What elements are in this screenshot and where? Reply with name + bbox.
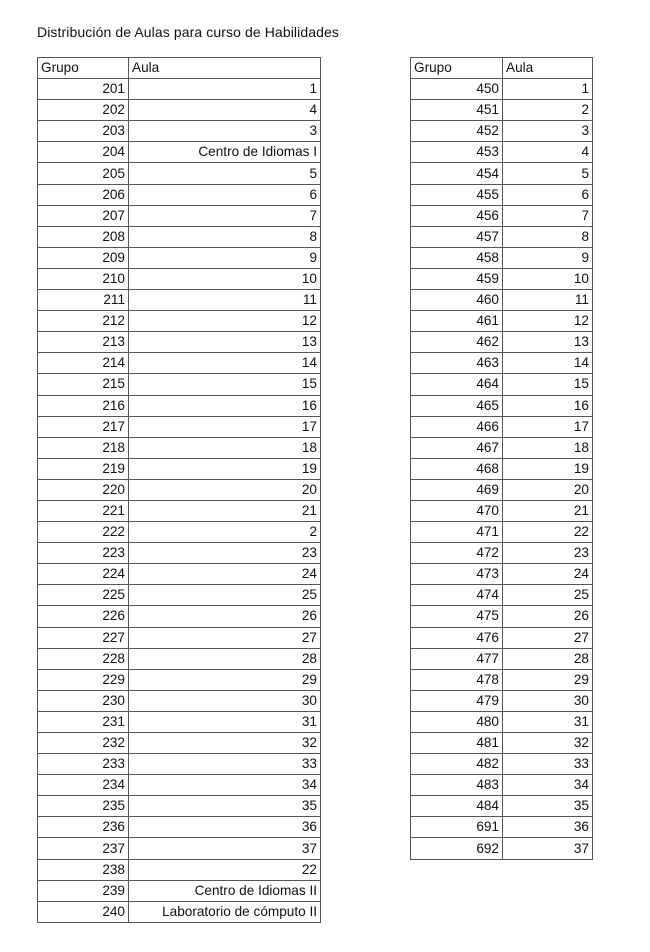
aula-cell: 35 (129, 796, 321, 817)
table-row (38, 268, 321, 289)
grupo-cell: 692 (411, 838, 503, 859)
aula-cell: 2 (129, 522, 321, 543)
aula-cell: 29 (129, 669, 321, 690)
table-row (411, 754, 593, 775)
grupo-cell: 453 (411, 142, 503, 163)
aula-cell: 4 (503, 142, 593, 163)
table-row (38, 416, 321, 437)
grupo-cell: 459 (411, 268, 503, 289)
table-row (38, 522, 321, 543)
grupo-cell: 482 (411, 754, 503, 775)
grupo-cell: 479 (411, 690, 503, 711)
grupo-cell: 232 (38, 733, 129, 754)
page-title: Distribución de Aulas para curso de Habilidades (37, 24, 339, 40)
aula-cell: 1 (503, 79, 593, 100)
table-header-row (38, 58, 321, 79)
grupo-cell: 205 (38, 163, 129, 184)
table-row (411, 817, 593, 838)
aula-cell: Laboratorio de cómputo II (129, 901, 321, 922)
table-row (38, 648, 321, 669)
aula-cell: 12 (129, 311, 321, 332)
table-row (411, 543, 593, 564)
grupo-cell: 691 (411, 817, 503, 838)
table-row (411, 458, 593, 479)
aula-cell: 13 (503, 332, 593, 353)
table-row (38, 290, 321, 311)
aula-cell: 3 (129, 121, 321, 142)
grupo-cell: 464 (411, 374, 503, 395)
table-row (38, 121, 321, 142)
table-row (38, 479, 321, 500)
table-row (411, 500, 593, 521)
table-row (411, 838, 593, 859)
table-row (38, 163, 321, 184)
aula-cell: 27 (129, 627, 321, 648)
aula-cell: 16 (503, 395, 593, 416)
grupo-cell: 237 (38, 838, 129, 859)
table-row (38, 353, 321, 374)
aula-cell: 13 (129, 332, 321, 353)
aula-cell: 6 (503, 184, 593, 205)
grupo-cell: 207 (38, 205, 129, 226)
aula-cell: 29 (503, 669, 593, 690)
table-row (38, 627, 321, 648)
aula-cell: 34 (503, 775, 593, 796)
aula-cell: 10 (503, 268, 593, 289)
aula-cell: 24 (503, 564, 593, 585)
aula-cell: 25 (129, 585, 321, 606)
grupo-cell: 473 (411, 564, 503, 585)
table-row (411, 311, 593, 332)
table-row (411, 437, 593, 458)
table-row (411, 332, 593, 353)
table-row (38, 395, 321, 416)
grupo-cell: 230 (38, 690, 129, 711)
grupo-cell: 201 (38, 79, 129, 100)
aula-cell: Centro de Idiomas II (129, 880, 321, 901)
table-row (38, 543, 321, 564)
aula-cell: 5 (129, 163, 321, 184)
grupo-cell: 227 (38, 627, 129, 648)
aula-cell: 7 (129, 205, 321, 226)
grupo-cell: 225 (38, 585, 129, 606)
table-row (38, 564, 321, 585)
table-header-row (411, 58, 593, 79)
aula-cell: 36 (129, 817, 321, 838)
grupo-cell: 211 (38, 290, 129, 311)
aula-cell: 15 (503, 374, 593, 395)
grupo-cell: 457 (411, 226, 503, 247)
aula-cell: 17 (129, 416, 321, 437)
aula-cell: 34 (129, 775, 321, 796)
grupo-cell: 210 (38, 268, 129, 289)
grupo-cell: 477 (411, 648, 503, 669)
aula-cell: 3 (503, 121, 593, 142)
aula-cell: 37 (129, 838, 321, 859)
aula-cell: Centro de Idiomas I (129, 142, 321, 163)
grupo-cell: 223 (38, 543, 129, 564)
table-row (38, 585, 321, 606)
aula-cell: 17 (503, 416, 593, 437)
grupo-cell: 202 (38, 100, 129, 121)
grupo-cell: 478 (411, 669, 503, 690)
grupo-cell: 209 (38, 247, 129, 268)
aula-cell: 5 (503, 163, 593, 184)
aula-cell: 32 (129, 733, 321, 754)
aula-cell: 26 (503, 606, 593, 627)
table-row (38, 817, 321, 838)
aula-cell: 35 (503, 796, 593, 817)
table-row (38, 142, 321, 163)
table-row (38, 374, 321, 395)
table-row (38, 311, 321, 332)
table-row (411, 79, 593, 100)
table-row (411, 564, 593, 585)
aula-cell: 30 (503, 690, 593, 711)
grupo-cell: 224 (38, 564, 129, 585)
grupo-cell: 468 (411, 458, 503, 479)
grupo-cell: 466 (411, 416, 503, 437)
table-row (38, 775, 321, 796)
table-row (411, 796, 593, 817)
grupo-cell: 216 (38, 395, 129, 416)
grupo-cell: 483 (411, 775, 503, 796)
aula-cell: 18 (503, 437, 593, 458)
grupo-cell: 228 (38, 648, 129, 669)
grupo-cell: 455 (411, 184, 503, 205)
grupo-cell: 450 (411, 79, 503, 100)
table-row (411, 648, 593, 669)
grupo-cell: 233 (38, 754, 129, 775)
grupo-cell: 472 (411, 543, 503, 564)
aula-cell: 27 (503, 627, 593, 648)
aula-cell: 36 (503, 817, 593, 838)
grupo-cell: 213 (38, 332, 129, 353)
aula-cell: 8 (503, 226, 593, 247)
grupo-cell: 206 (38, 184, 129, 205)
aula-cell: 18 (129, 437, 321, 458)
grupo-cell: 203 (38, 121, 129, 142)
table-row (38, 184, 321, 205)
table-row (411, 522, 593, 543)
table-row (38, 606, 321, 627)
grupo-cell: 481 (411, 733, 503, 754)
aula-cell: 20 (503, 479, 593, 500)
table-row (38, 205, 321, 226)
table-row (411, 775, 593, 796)
table-row (38, 711, 321, 732)
grupo-cell: 458 (411, 247, 503, 268)
table-row (411, 247, 593, 268)
table-row (38, 79, 321, 100)
aula-cell: 20 (129, 479, 321, 500)
aula-cell: 23 (129, 543, 321, 564)
table-row (411, 627, 593, 648)
aula-cell: 14 (503, 353, 593, 374)
aula-cell: 22 (503, 522, 593, 543)
aula-cell: 24 (129, 564, 321, 585)
table-row (411, 395, 593, 416)
table-row (38, 901, 321, 922)
grupo-cell: 217 (38, 416, 129, 437)
table-row (38, 100, 321, 121)
aula-cell: 28 (503, 648, 593, 669)
aula-cell: 28 (129, 648, 321, 669)
grupo-cell: 214 (38, 353, 129, 374)
aula-cell: 15 (129, 374, 321, 395)
grupo-cell: 471 (411, 522, 503, 543)
grupo-cell: 480 (411, 711, 503, 732)
aula-cell: 19 (129, 458, 321, 479)
grupo-cell: 215 (38, 374, 129, 395)
aula-cell: 30 (129, 690, 321, 711)
table-row (38, 859, 321, 880)
grupo-cell: 238 (38, 859, 129, 880)
table-row (38, 754, 321, 775)
table-row (411, 226, 593, 247)
grupo-cell: 218 (38, 437, 129, 458)
aula-cell: 11 (503, 290, 593, 311)
grupo-cell: 221 (38, 500, 129, 521)
table-row (411, 416, 593, 437)
aula-cell: 21 (129, 500, 321, 521)
aula-cell: 23 (503, 543, 593, 564)
aula-cell: 7 (503, 205, 593, 226)
grupo-cell: 474 (411, 585, 503, 606)
grupo-cell: 467 (411, 437, 503, 458)
table-row (411, 733, 593, 754)
aula-cell: 31 (503, 711, 593, 732)
table-row (38, 733, 321, 754)
table-row (38, 247, 321, 268)
aula-cell: 14 (129, 353, 321, 374)
header-grupo: Grupo (411, 58, 503, 79)
grupo-cell: 462 (411, 332, 503, 353)
table-row (411, 606, 593, 627)
table-row (38, 690, 321, 711)
table-row (411, 121, 593, 142)
grupo-cell: 212 (38, 311, 129, 332)
grupo-cell: 236 (38, 817, 129, 838)
aula-cell: 8 (129, 226, 321, 247)
classroom-table-right (410, 57, 593, 860)
grupo-cell: 476 (411, 627, 503, 648)
table-body (38, 79, 321, 923)
grupo-cell: 454 (411, 163, 503, 184)
grupo-cell: 222 (38, 522, 129, 543)
aula-cell: 1 (129, 79, 321, 100)
aula-cell: 33 (129, 754, 321, 775)
table-row (411, 353, 593, 374)
table-row (38, 458, 321, 479)
table-row (411, 290, 593, 311)
table-row (411, 669, 593, 690)
table-row (411, 100, 593, 121)
table-body (411, 79, 593, 859)
aula-cell: 31 (129, 711, 321, 732)
table-row (411, 268, 593, 289)
aula-cell: 25 (503, 585, 593, 606)
aula-cell: 22 (129, 859, 321, 880)
grupo-cell: 204 (38, 142, 129, 163)
grupo-cell: 460 (411, 290, 503, 311)
grupo-cell: 239 (38, 880, 129, 901)
aula-cell: 9 (503, 247, 593, 268)
grupo-cell: 461 (411, 311, 503, 332)
table-row (411, 184, 593, 205)
aula-cell: 9 (129, 247, 321, 268)
table-row (38, 500, 321, 521)
grupo-cell: 469 (411, 479, 503, 500)
table-row (38, 226, 321, 247)
grupo-cell: 231 (38, 711, 129, 732)
aula-cell: 19 (503, 458, 593, 479)
header-aula: Aula (129, 58, 321, 79)
grupo-cell: 208 (38, 226, 129, 247)
aula-cell: 6 (129, 184, 321, 205)
grupo-cell: 456 (411, 205, 503, 226)
aula-cell: 26 (129, 606, 321, 627)
grupo-cell: 235 (38, 796, 129, 817)
grupo-cell: 484 (411, 796, 503, 817)
grupo-cell: 452 (411, 121, 503, 142)
grupo-cell: 240 (38, 901, 129, 922)
table-row (411, 690, 593, 711)
grupo-cell: 470 (411, 500, 503, 521)
aula-cell: 12 (503, 311, 593, 332)
table-row (411, 163, 593, 184)
header-aula: Aula (503, 58, 593, 79)
aula-cell: 10 (129, 268, 321, 289)
grupo-cell: 463 (411, 353, 503, 374)
header-grupo: Grupo (38, 58, 129, 79)
grupo-cell: 234 (38, 775, 129, 796)
table-row (38, 796, 321, 817)
table-row (38, 437, 321, 458)
grupo-cell: 451 (411, 100, 503, 121)
aula-cell: 2 (503, 100, 593, 121)
table-row (411, 585, 593, 606)
grupo-cell: 465 (411, 395, 503, 416)
table-row (38, 669, 321, 690)
table-row (38, 838, 321, 859)
aula-cell: 21 (503, 500, 593, 521)
classroom-table-left (37, 57, 321, 923)
table-row (411, 479, 593, 500)
grupo-cell: 229 (38, 669, 129, 690)
aula-cell: 4 (129, 100, 321, 121)
table-row (411, 205, 593, 226)
table-row (38, 332, 321, 353)
grupo-cell: 220 (38, 479, 129, 500)
grupo-cell: 219 (38, 458, 129, 479)
grupo-cell: 226 (38, 606, 129, 627)
aula-cell: 16 (129, 395, 321, 416)
aula-cell: 33 (503, 754, 593, 775)
table-row (411, 711, 593, 732)
aula-cell: 37 (503, 838, 593, 859)
grupo-cell: 475 (411, 606, 503, 627)
table-row (411, 374, 593, 395)
aula-cell: 11 (129, 290, 321, 311)
table-row (411, 142, 593, 163)
aula-cell: 32 (503, 733, 593, 754)
table-row (38, 880, 321, 901)
